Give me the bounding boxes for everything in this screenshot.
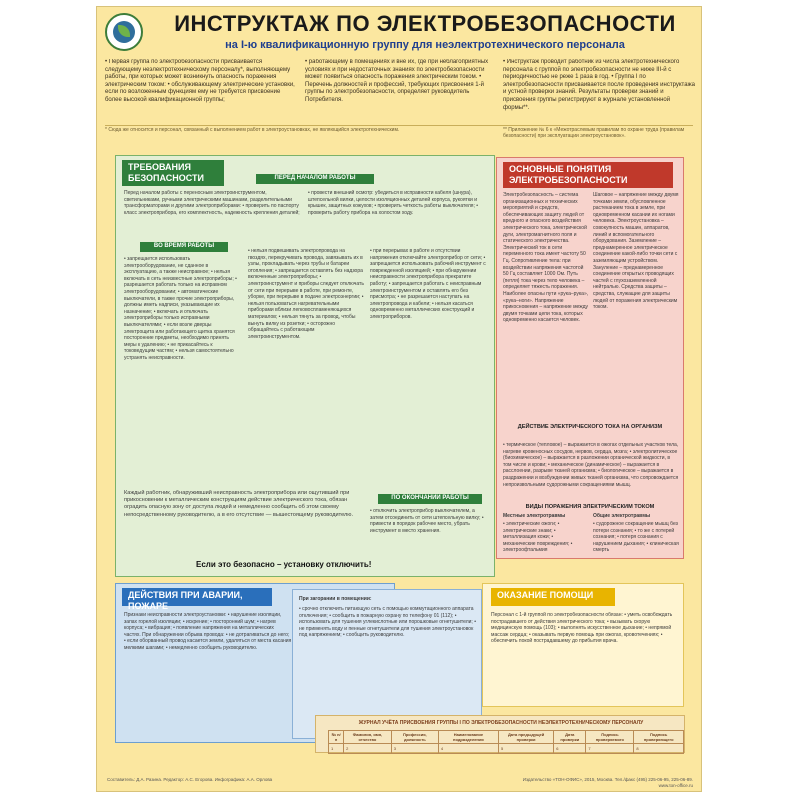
intro-col-1: • Первая группа по электробезопасности присваивается следующему неэлектротехническому персоналу*, выполняющему работы, при которых может возникнуть опасность поражения электрическим током: • обслуживающему электрические установки, если по возложенным функциям ему не требуется присвоение более высокой квалификационной группы; — [105, 59, 295, 103]
concepts-heading: ОСНОВНЫЕ ПОНЯТИЯ ЭЛЕКТРОБЕЗОПАСНОСТИ — [503, 162, 673, 188]
safe-phrase: Если это безопасно – установку отключить! — [196, 560, 372, 569]
journal-col: Дата проверки — [554, 731, 586, 744]
closing-text: Каждый работник, обнаруживший неисправность электроприбора или ощутивший при прикосновении к металлическим конструкциям действие электрического тока, обязан оградить опасную зону от доступа людей и немедленно сообщить об этом своему непосредственному руководителю, а в его отсутствие — вышестоящему руководителю. — [124, 490, 354, 518]
before-work-text-2: • провести внешний осмотр: убедиться в исправности кабеля (шнура), штепсельной вилки, целости изоляционных деталей корпуса, рукоятки и крышек, защитных кожухов; • проверить четкость работы выключателя; • проверить работу прибора на холостом ходу. — [308, 190, 479, 216]
intro-col-3: • Инструктаж проводит работник из числа электротехнического персонала с группой по электробезопасности не ниже III-й с периодичностью не реже 1 раза в год. • Группа I по электробезопасности присваивается после проведения инструктажа и устной проверки знаний. Результаты проверки знаний и присвоения группы регистрируют в журнале установленной формы**. — [503, 59, 695, 111]
requirements-heading: ТРЕБОВАНИЯ БЕЗОПАСНОСТИ — [122, 160, 224, 186]
injury-title: ВИДЫ ПОРАЖЕНИЯ ЭЛЕКТРИЧЕСКИМ ТОКОМ — [525, 504, 655, 510]
fire-title: При загорании в помещении: — [299, 596, 372, 602]
poster — [96, 6, 702, 792]
publisher-right: Издательство «ТОН-ОФИС», 2015, Москва. Тел./факс (495) 225-06-95, 225-06-89. www.ton-office.ru — [522, 777, 693, 788]
journal-col: Наименование подразделения — [438, 731, 498, 744]
journal-col: Подпись проверяемого — [586, 731, 634, 744]
emergency-text: Признаки неисправности электроустановки: • нарушение изоляции, запах горелой изоляции; • искрение; • посторонний шум; • нагрев корпуса; • вибрация; • появление напряжения на металлических частях. При обнаружении обрыва провода: • не дотрагиваться до него; • если оборванный провод касается земли, удаляться от места касания мелкими шагами; • немедленно сообщить руководителю. — [124, 612, 292, 651]
divider — [105, 125, 693, 126]
concepts-section — [496, 157, 684, 559]
after-work-heading: ПО ОКОНЧАНИИ РАБОТЫ — [378, 494, 482, 504]
intro-col-2: • работающему в помещениях и вне их, где при неблагоприятных условиях и при недостаточных знаниях по электробезопасности может появиться опасность поражения электрическим током. • Перечень должностей и профессий, требующих присвоения 1-й группы по электробезопасности, определяет руководитель Потребителя. — [305, 59, 489, 103]
concepts-text-right: Шаговое – напряжение между двумя точками земли, обусловленное растеканием тока в земле, при одновременном касании их ногами человека. Электроустановка – совокупность машин, аппаратов, линий и вспомогательного оборудования. Заземление – преднамеренное электрическое соединение какой-либо точки сети с заземляющим устройством. Зануление – преднамеренное соединение открытых проводящих частей с глухозаземленной нейтралью. Средства защиты – средства, служащие для защиты людей от поражения электрическим током. — [593, 192, 679, 311]
journal-col: Фамилия, имя, отчество — [344, 731, 392, 744]
journal-num: 4 — [438, 744, 498, 754]
journal-num: 5 — [498, 744, 553, 754]
publisher-left: Составитель: Д.А. Разина. Редактор: А.С. Егорова. Инфографика: А.А. Орлова — [107, 777, 273, 782]
local-list: • электрические ожоги; • электрические знаки; • металлизация кожи; • механические повреждения; • электроофтальмия — [503, 521, 573, 554]
general-title: Общие электротравмы — [593, 513, 651, 519]
footnote-right: ** Приложение № 6 к «Межотраслевым правилам по охране труда (правилам безопасности) при эксплуатации электроустановок». — [503, 127, 685, 139]
journal-num: 8 — [634, 744, 684, 754]
journal-col: № п/п — [329, 731, 344, 744]
during-work-heading: ВО ВРЕМЯ РАБОТЫ — [140, 242, 228, 252]
journal-num: 6 — [554, 744, 586, 754]
before-work-heading: ПЕРЕД НАЧАЛОМ РАБОТЫ — [256, 174, 374, 184]
journal-num: 7 — [586, 744, 634, 754]
logo-icon — [105, 13, 143, 51]
journal-col: Профессия, должность — [391, 731, 438, 744]
firstaid-text: Персонал с 1-й группой по электробезопасности обязан: • уметь освобождать пострадавшего от действия электрического тока; • вызывать скорую медицинскую помощь (103); • выполнять искусственное дыхание; • непрямой массаж сердца; • оказывать первую помощь при ожогах, кровотечениях; • обеспечить покой пострадавшему до прибытия врача. — [491, 612, 673, 645]
journal-section — [315, 715, 685, 753]
action-title: ДЕЙСТВИЕ ЭЛЕКТРИЧЕСКОГО ТОКА НА ОРГАНИЗМ — [517, 424, 663, 430]
journal-num: 3 — [391, 744, 438, 754]
journal-col: Дата предыдущей проверки — [498, 731, 553, 744]
journal-col: Подпись проверяющего — [634, 731, 684, 744]
journal-number-row — [329, 744, 684, 754]
fire-text: • срочно отключить питающую сеть с помощью коммутационного аппарата отключения; • сообщить в пожарную охрану по телефону 01 (112); • использовать для тушения углекислотные или порошковые огнетушители; • не применять воду и пенные огнетушители для тушения электроустановок под напряжением; • сообщить руководителю. — [299, 606, 476, 639]
action-text: • термическое (тепловое) – выражается в ожогах отдельных участков тела, нагреве кровеносных сосудов, нервов, сердца, мозга; • электролитическое (биохимическое) – выражается в разложении органической жидкости, в том числе и крови; • механическое (динамическое) – выражается в расслоении, разрыве тканей организма; • биологическое – выражается в раздражении и возбуждении живых тканей организма, что сопровождается непроизвольными судорожными сокращениями мышц. — [503, 442, 679, 488]
local-title: Местные электротравмы — [503, 513, 566, 519]
during-work-text: • запрещается использовать электрооборудование, не сданное в эксплуатацию, а также неисправное; • нельзя включать в сеть неизвестные электроприборы; • разрешается работать только на исправном электрооборудовании; • автоматические выключатели, в также прочие электроприборы, должны иметь надписи, указывающие их назначение; • включать и отключать электроприборы только исправными выключателями; • если возле дверцы электрощита или работающего щитка хранятся посторонние предметы, необходимо принять меры к удалению; • не прикасайтесь к токоведущим частям; • нельзя самостоятельно устранять неисправности. — [124, 256, 237, 361]
during-work-text-3: • при перерывах в работе и отсутствии напряжения отключайте электроприбор от сети; • запрещается использовать рабочий инструмент с поврежденной изоляцией; • при обнаружении неисправности электроприбора прекратите работу; • запрещается работать с неисправным электроинструментом и оставлять его без присмотра; • не разрешается наступать на электропровода и кабели; • нельзя касаться одновременно металлических конструкций и электроприборов. — [370, 248, 486, 320]
journal-header-row — [329, 731, 684, 744]
footnote-left: * Сюда же относится и персонал, связанный с выполнением работ в электроустановках, не являющийся электротехническим. — [105, 127, 400, 133]
concepts-text-left: Электробезопасность – система организационных и технических мероприятий и средств, обеспечивающих защиту людей от вредного и опасного воздействия электрического тока, электрической дуги, электромагнитного поля и статического электричества. Электрический ток в сети переменного тока имеет частоту 50 Гц. Сопротивление тела: при воздействии напряжения частотой 50 Гц составляет 1000 Ом. Путь (петля) тока через тело человека – определяет тяжесть поражения. Наиболее опасны пути «рука–рука», «рука–ноги». Напряжение прикосновения – напряжение между двумя точками цепи тока, которых одновременно касается человек. — [503, 192, 589, 324]
emergency-heading: ДЕЙСТВИЯ ПРИ АВАРИИ, ПОЖАРЕ — [122, 588, 272, 606]
before-work-text: Перед началом работы с переносным электроинструментом, светильниками, ручными электрическими машинами, разделительными трансформаторами и другими электроприборами: • проверить по паспорту класс электроприбора, его комплектность, надежность крепления деталей; — [124, 190, 300, 216]
during-work-text-2: • нельзя подвешивать электропровода на гвоздях, перекручивать провода, завязывать их в узлы, прокладывать через трубы и батареи отопления; • запрещается оставлять без надзора включенные электроприборы; • электроинструмент и приборы следует отключать от сети при перерыве в работе, при ремонте, уборке, при перерыве в подаче электроэнергии; • нельзя пользоваться нагревательными приборами вблизи легковоспламеняющихся материалов; • нельзя тянуть за провод, чтобы вынуть вилку из розетки; • осторожно обращайтесь с работающим электроинструментом. — [248, 248, 364, 340]
journal-num: 2 — [344, 744, 392, 754]
journal-table — [328, 730, 684, 754]
poster-title: ИНСТРУКТАЖ ПО ЭЛЕКТРОБЕЗОПАСНОСТИ — [174, 11, 676, 36]
journal-num: 1 — [329, 744, 344, 754]
after-work-text: • отключить электроприбор выключателем, а затем отсоединить от сети штепсельную вилку; • привести в порядок рабочее место, убрать инструмент в место хранения. — [370, 508, 484, 534]
requirements-section — [115, 155, 495, 577]
firstaid-section — [482, 583, 684, 707]
firstaid-heading: ОКАЗАНИЕ ПОМОЩИ — [491, 588, 615, 606]
general-list: • судорожное сокращение мышц без потери сознания; • то же с потерей сознания; • потеря сознания с нарушением дыхания; • клиническая смерть — [593, 521, 679, 554]
journal-title: ЖУРНАЛ УЧЁТА ПРИСВОЕНИЯ ГРУППЫ I ПО ЭЛЕКТРОБЕЗОПАСНОСТИ НЕЭЛЕКТРОТЕХНИЧЕСКОМУ ПЕРСОНАЛУ — [358, 720, 644, 726]
poster-subtitle: на I-ю квалификационную группу для неэлектротехнического персонала — [225, 39, 625, 51]
